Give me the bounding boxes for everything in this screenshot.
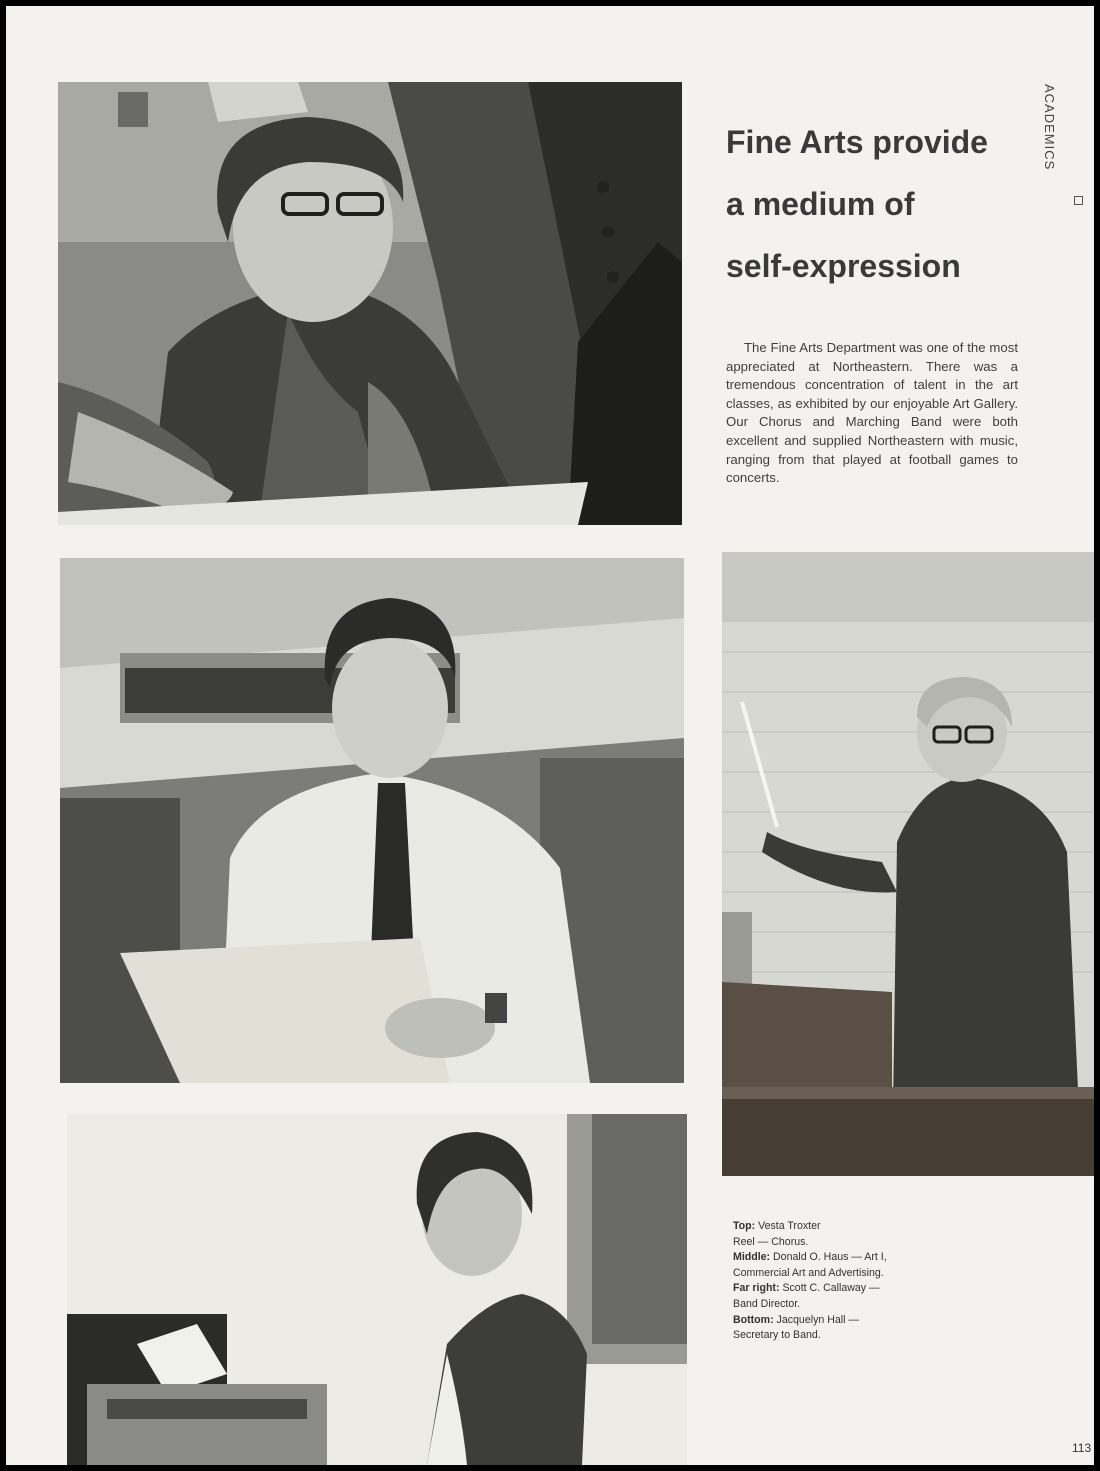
caption-line: Commercial Art and Advertising.: [733, 1266, 884, 1279]
caption-line: Reel — Chorus.: [733, 1235, 809, 1248]
photo-captions: [733, 1219, 973, 1344]
body-paragraph: The Fine Arts Department was one of the most appreciated at Northeastern. There was a tremendous concentration of talent in the art classes, as exhibited by our enjoyable Art Gallery. Our Chorus and Marching Band were both excellent and supplied Northeastern with music, ranging from that played at football games to concerts.: [726, 340, 1018, 486]
caption-line: Bottom: Jacquelyn Hall —: [733, 1313, 859, 1326]
section-label-vertical: ACADEMICS: [1042, 84, 1057, 171]
photo-middle-man-art: [60, 558, 684, 1083]
page-number: 113: [1072, 1441, 1092, 1455]
caption-line: Middle: Donald O. Haus — Art I,: [733, 1251, 887, 1264]
caption-line: Band Director.: [733, 1297, 801, 1310]
square-bullet-icon: [1074, 196, 1083, 205]
yearbook-page: [6, 6, 1094, 1465]
headline-line-1: Fine Arts provide: [726, 124, 988, 160]
photo-top-woman-chorus: [58, 82, 682, 525]
headline-line-3: self-expression: [726, 248, 961, 284]
headline: [726, 111, 1046, 297]
caption-line: Secretary to Band.: [733, 1329, 821, 1342]
headline-line-2: a medium of: [726, 186, 915, 222]
caption-line: Top: Vesta Troxter: [733, 1220, 821, 1232]
photo-bottom-secretary: [67, 1114, 687, 1465]
photo-far-right-band-director: [722, 552, 1094, 1176]
caption-line: Far right: Scott C. Callaway —: [733, 1282, 880, 1295]
